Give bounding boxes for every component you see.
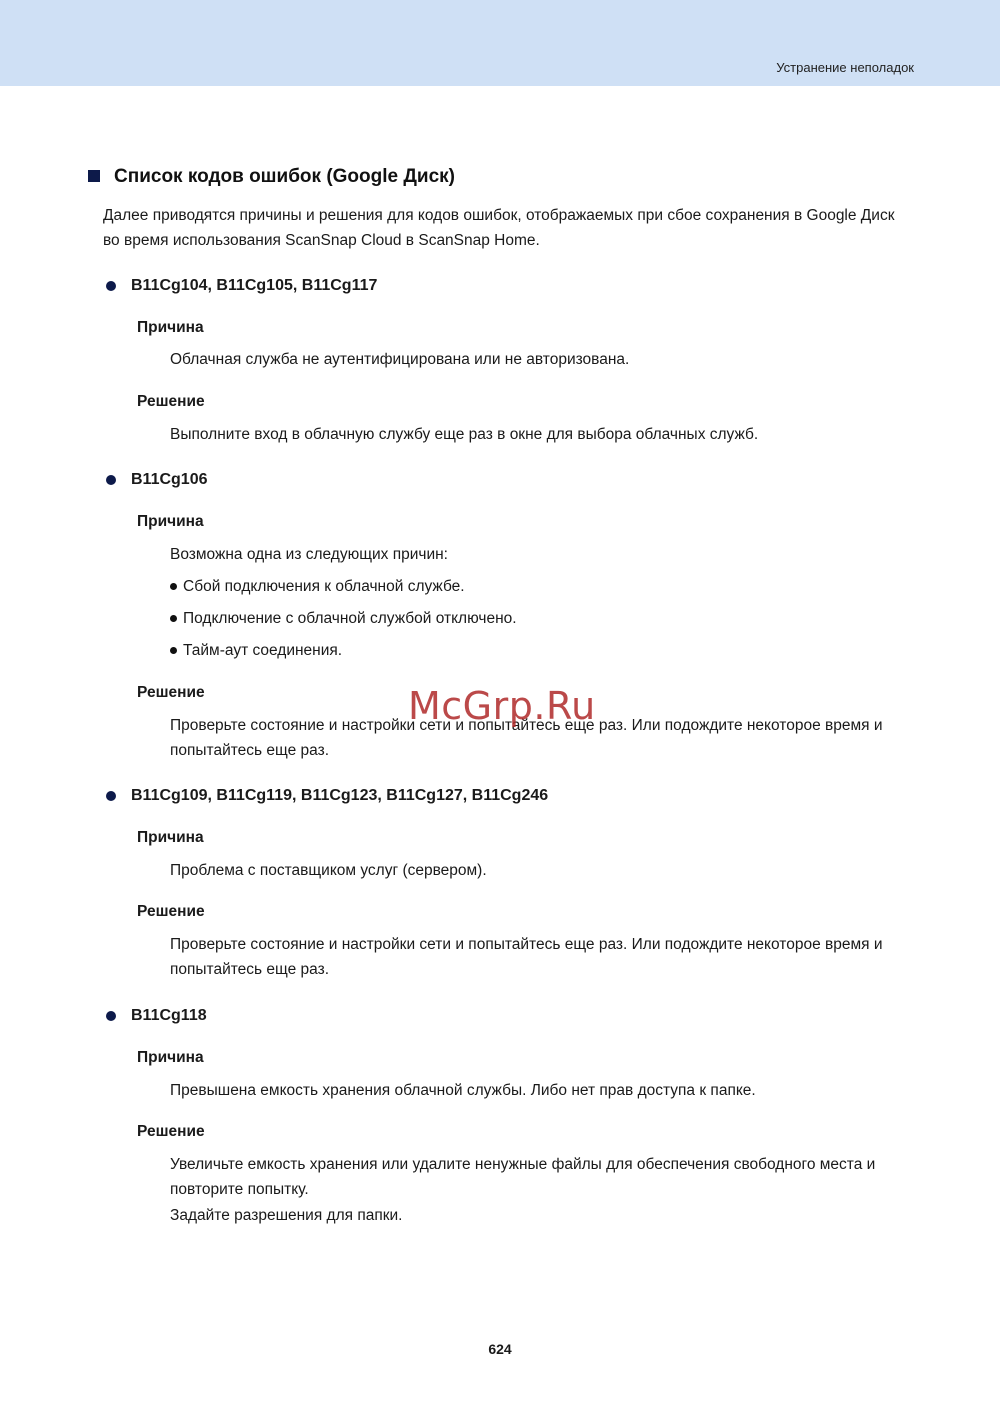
solution-label: Решение	[137, 903, 205, 920]
error-codes: B11Cg106	[131, 471, 208, 488]
section-title-text: Список кодов ошибок (Google Диск)	[114, 166, 455, 187]
cause-label: Причина	[137, 319, 204, 336]
bullet-icon	[106, 791, 116, 801]
small-bullet-icon	[170, 583, 177, 590]
error-code-heading	[106, 471, 208, 489]
solution-text-extra: Задайте разрешения для папки.	[170, 1207, 403, 1224]
bullet-icon	[106, 475, 116, 485]
square-bullet-icon	[88, 170, 100, 182]
solution-text: Выполните вход в облачную службу еще раз в окне для выбора облачных служб.	[170, 426, 759, 443]
header-band	[0, 0, 1000, 86]
page-number: 624	[488, 1341, 512, 1357]
error-code-heading	[106, 277, 377, 295]
error-code-heading	[106, 787, 548, 805]
error-codes: B11Cg104, B11Cg105, B11Cg117	[131, 277, 378, 294]
cause-item-text: Тайм-аут соединения.	[183, 642, 343, 659]
cause-label: Причина	[137, 829, 204, 846]
cause-text: Превышена емкость хранения облачной службы. Либо нет прав доступа к папке.	[170, 1082, 756, 1099]
small-bullet-icon	[170, 615, 177, 622]
cause-list-item	[170, 638, 910, 663]
cause-text: Возможна одна из следующих причин:	[170, 546, 448, 563]
cause-text: Облачная служба не аутентифицирована или не авторизована.	[170, 351, 630, 368]
solution-text: Увеличьте емкость хранения или удалите ненужные файлы для обеспечения свободного места и повторите попытку.	[170, 1156, 876, 1198]
cause-list-item	[170, 574, 910, 599]
intro-paragraph: Далее приводятся причины и решения для кодов ошибок, отображаемых при сбое сохранения в Google Диск во время использования ScanSnap Cloud в ScanSnap Home.	[103, 207, 895, 249]
cause-label: Причина	[137, 513, 204, 530]
cause-label: Причина	[137, 1049, 204, 1066]
solution-label: Решение	[137, 1123, 205, 1140]
cause-item-text: Сбой подключения к облачной службе.	[183, 578, 465, 595]
bullet-icon	[106, 281, 116, 291]
solution-text: Проверьте состояние и настройки сети и попытайтесь еще раз. Или подождите некоторое время и попытайтесь еще раз.	[170, 936, 883, 978]
cause-list-item	[170, 606, 910, 631]
small-bullet-icon	[170, 647, 177, 654]
solution-text: Проверьте состояние и настройки сети и попытайтесь еще раз. Или подождите некоторое время и попытайтесь еще раз.	[170, 717, 883, 759]
section-title	[88, 166, 455, 188]
header-title: Устранение неполадок	[776, 60, 914, 75]
error-codes: B11Cg118	[131, 1007, 207, 1024]
error-codes: B11Cg109, B11Cg119, B11Cg123, B11Cg127, B11Cg246	[131, 787, 549, 804]
cause-item-text: Подключение с облачной службой отключено.	[183, 610, 517, 627]
error-code-heading	[106, 1007, 207, 1025]
cause-text: Проблема с поставщиком услуг (сервером).	[170, 862, 487, 879]
watermark-text: McGrp.Ru	[408, 684, 596, 728]
solution-label: Решение	[137, 684, 205, 701]
solution-label: Решение	[137, 393, 205, 410]
bullet-icon	[106, 1011, 116, 1021]
